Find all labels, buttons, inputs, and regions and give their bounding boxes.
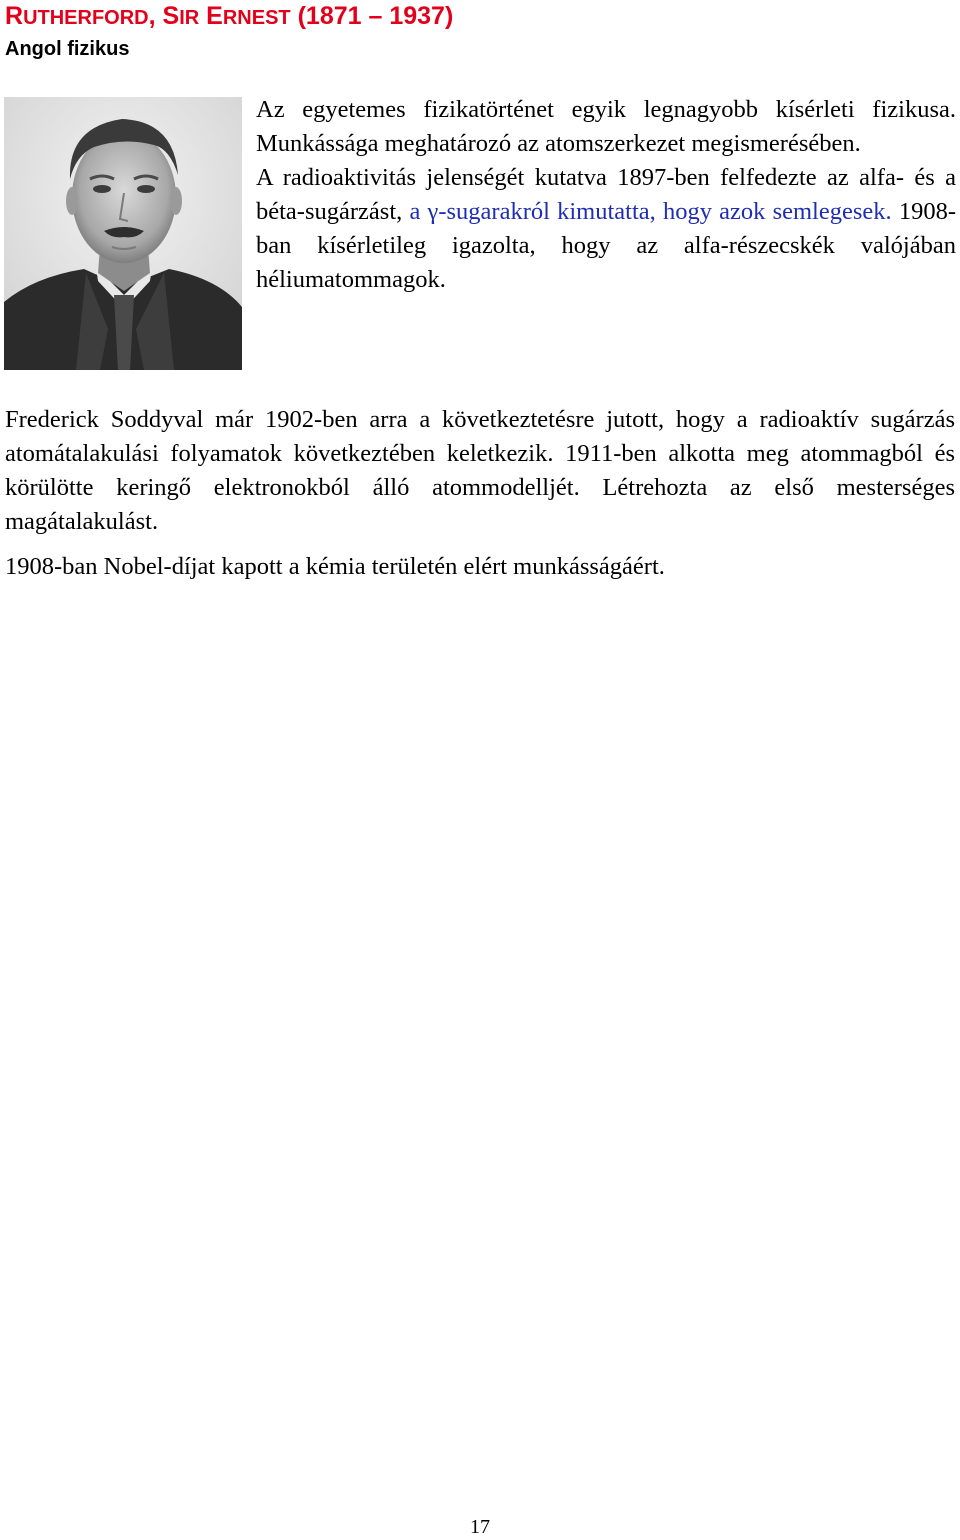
body-paragraph-soddy: Frederick Soddyval már 1902-ben arra a következtetésre jutott, hogy a radioaktív sugárzás atomátalakulási folyamatok következtében keletkezik. 1911-ben alkotta meg atommagból és körülötte keringő elektronokból álló atommodelljét. Létrehozta az első mesterséges magátalakulást. <box>5 406 955 535</box>
portrait-photo <box>4 97 242 370</box>
gamma-highlight: a γ-sugarakról kimutatta, hogy azok semlegesek. <box>409 198 892 225</box>
body-paragraph-nobel: 1908-ban Nobel-díjat kapott a kémia területén elért munkásságáért. <box>5 553 665 580</box>
page-title: RUTHERFORD, SIR ERNEST (1871 – 1937) <box>5 2 454 30</box>
page-number: 17 <box>470 1516 490 1538</box>
intro-paragraph-1: Az egyetemes fizikatörténet egyik legnagyobb kísérleti fizikusa. Munkássága meghatározó az atomszerkezet megismerésében. <box>256 96 956 157</box>
page-subtitle: Angol fizikus <box>5 38 130 60</box>
intro-text <box>256 93 956 297</box>
intro-paragraph-2: A radioaktivitás jelenségét kutatva 1897-ben felfedezte az alfa- és a béta-sugárzást, a γ-sugarakról kimutatta, hogy azok semlegesek. 1908-ban kísérletileg igazolta, hogy az alfa-részecskék valójában héliumatommagok. <box>256 164 957 293</box>
